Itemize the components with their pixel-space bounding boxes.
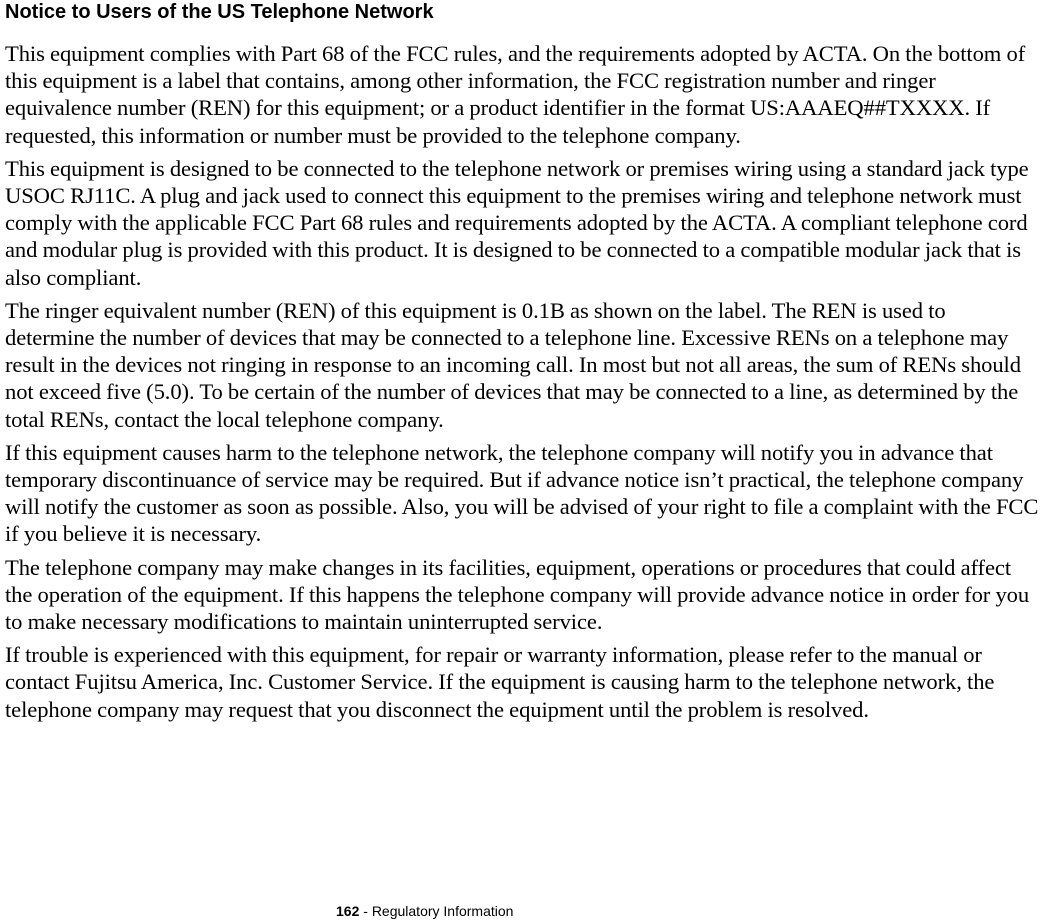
footer-section-title: Regulatory Information — [371, 903, 514, 919]
paragraph-trouble-repair: If trouble is experienced with this equipment, for repair or warranty information, please refer to the manual or contact Fujitsu America, Inc. Customer Service. If the equipment is causing harm to the telephone network, the telephone company may request that you disconnect the equipment until the problem is resolved. — [5, 642, 995, 722]
document-page — [5, 0, 1039, 723]
paragraph-jack-type: This equipment is designed to be connected to the telephone network or premises wiring using a standard jack type USOC RJ11C. A plug and jack used to connect this equipment to the premises wiring and telephone network must comply with the applicable FCC Part 68 rules and requirements adopted by the ACTA. A compliant telephone cord and modular plug is provided with this product. It is designed to be connected to a compatible modular jack that is also compliant. — [5, 155, 1029, 290]
paragraph-ringer-equivalence: The ringer equivalent number (REN) of this equipment is 0.1B as shown on the label. The REN is used to determine the number of devices that may be connected to a telephone line. Excessive RENs on a telephone may result in the devices not ringing in response to an incoming call. In most but not all areas, the sum of RENs should not exceed five (5.0). To be certain of the number of devices that may be connected to a line, as determined by the total RENs, contact the local telephone company. — [5, 297, 1021, 432]
footer-separator: - — [359, 903, 372, 919]
paragraph-facility-changes: The telephone company may make changes in its facilities, equipment, operations or procedures that could affect the operation of the equipment. If this happens the telephone company will provide advance notice in order for you to make necessary modifications to maintain uninterrupted service. — [5, 554, 1030, 635]
paragraph-fcc-compliance: This equipment complies with Part 68 of the FCC rules, and the requirements adopted by ACTA. On the bottom of this equipment is a label that contains, among other information, the FCC registration number and ringer equivalence number (REN) for this equipment; or a product identifier in the format US:AAAEQ##TXXXX. If requested, this information or number must be provided to the telephone company. — [5, 41, 1026, 148]
page-footer — [336, 903, 513, 919]
section-heading: Notice to Users of the US Telephone Network — [5, 1, 434, 23]
page-number: 162 — [336, 903, 360, 919]
paragraph-harm-notice: If this equipment causes harm to the telephone network, the telephone company will notify you in advance that temporary discontinuance of service may be required. But if advance notice isn’t practical, the telephone company will notify the customer as soon as possible. Also, you will be advised of your right to file a complaint with the FCC if you believe it is necessary. — [5, 439, 1039, 547]
